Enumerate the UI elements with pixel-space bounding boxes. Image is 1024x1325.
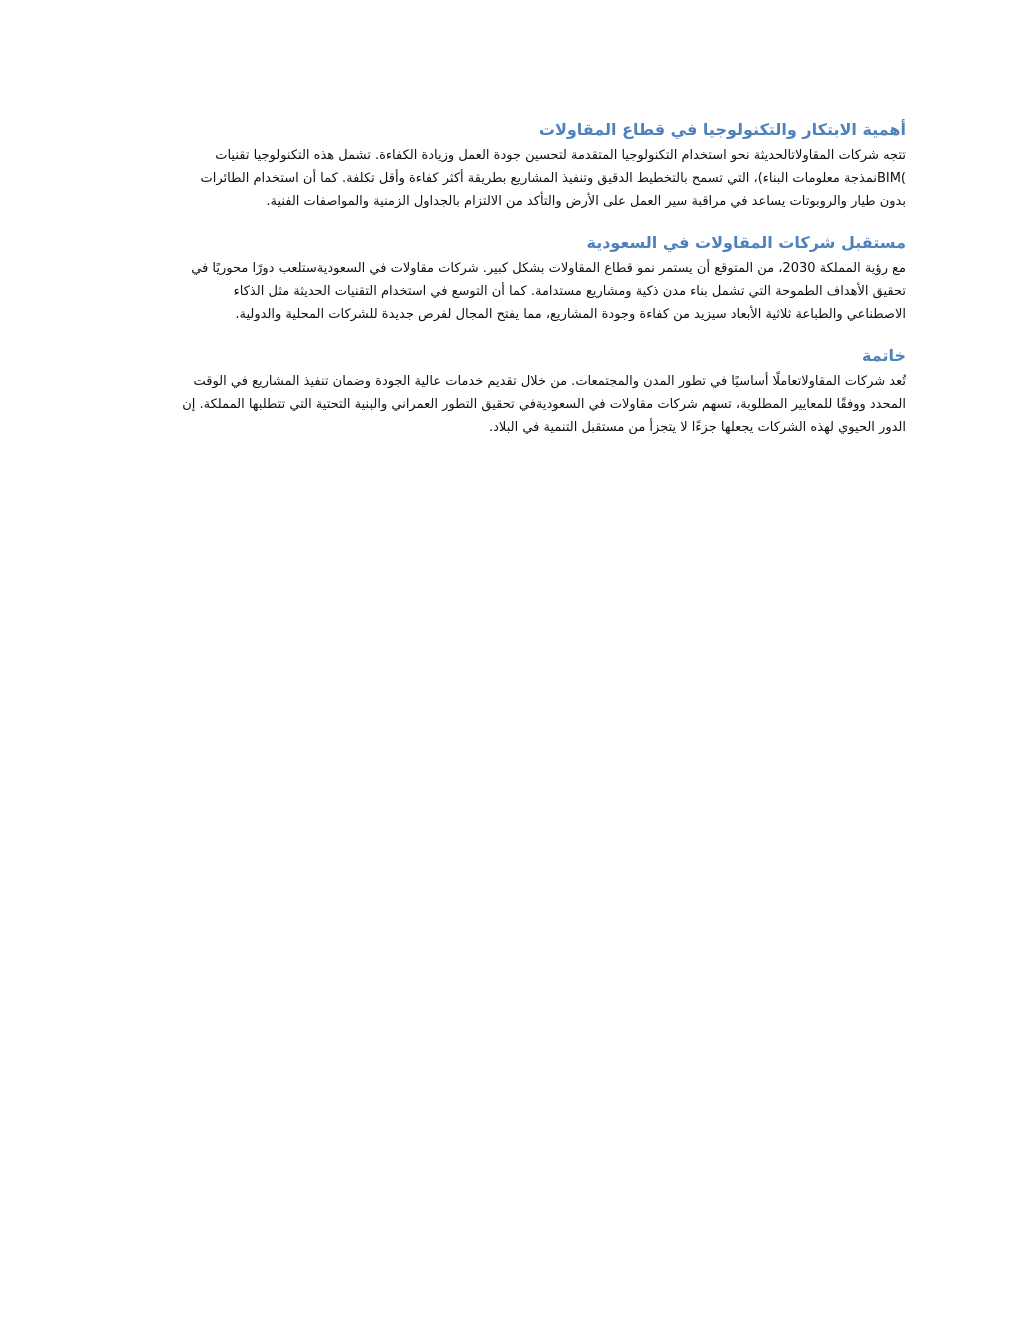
paragraph-line: المحدد ووفقًا للمعايير المطلوبة، تسهم شركات مقاولات في السعوديةفي تحقيق التطور العمراني والبنية التحتية التي تتطلبها المملكة. إن xyxy=(182,397,906,412)
section-future-saudi xyxy=(118,231,906,326)
paragraph-line: بدون طيار والروبوتات يساعد في مراقبة سير العمل على الأرض والتأكد من الالتزام بالجداول الزمنية والمواصفات الفنية. xyxy=(266,194,906,209)
paragraph-line: الاصطناعي والطباعة ثلاثية الأبعاد سيزيد من كفاءة وجودة المشاريع، مما يفتح المجال لفرص جديدة للشركات المحلية والدولية. xyxy=(235,307,906,322)
paragraph-line: )BIMنمذجة معلومات البناء)، التي تسمح بالتخطيط الدقيق وتنفيذ المشاريع بطريقة أكثر كفاءة وأقل تكلفة. كما أن استخدام الطائرات xyxy=(200,171,906,186)
paragraph-line: تحقيق الأهداف الطموحة التي تشمل بناء مدن ذكية ومشاريع مستدامة. كما أن التوسع في استخدام التقنيات الحديثة مثل الذكاء xyxy=(233,284,906,299)
section-heading: أهمية الابتكار والتكنولوجيا في قطاع المقاولات xyxy=(538,120,906,139)
section-paragraph xyxy=(118,370,906,439)
section-conclusion xyxy=(118,344,906,439)
section-paragraph xyxy=(118,144,906,213)
section-innovation-technology xyxy=(118,118,906,213)
paragraph-line: مع رؤية المملكة 2030، من المتوقع أن يستمر نمو قطاع المقاولات بشكل كبير. شركات مقاولات في السعوديةستلعب دورًا محوريًا في xyxy=(191,261,906,276)
paragraph-line: تُعد شركات المقاولاتعاملًا أساسيًا في تطور المدن والمجتمعات. من خلال تقديم خدمات عالية الجودة وضمان تنفيذ المشاريع في الوقت xyxy=(193,374,906,389)
section-paragraph xyxy=(118,257,906,326)
section-heading: مستقبل شركات المقاولات في السعودية xyxy=(586,233,906,252)
paragraph-line: الدور الحيوي لهذه الشركات يجعلها جزءًا لا يتجزأ من مستقبل التنمية في البلاد. xyxy=(489,420,906,435)
document-body xyxy=(118,118,906,457)
paragraph-line: تتجه شركات المقاولاتالحديثة نحو استخدام التكنولوجيا المتقدمة لتحسين جودة العمل وزيادة الكفاءة. تشمل هذه التكنولوجيا تقنيات xyxy=(215,148,906,163)
section-heading: خاتمة xyxy=(862,346,906,365)
